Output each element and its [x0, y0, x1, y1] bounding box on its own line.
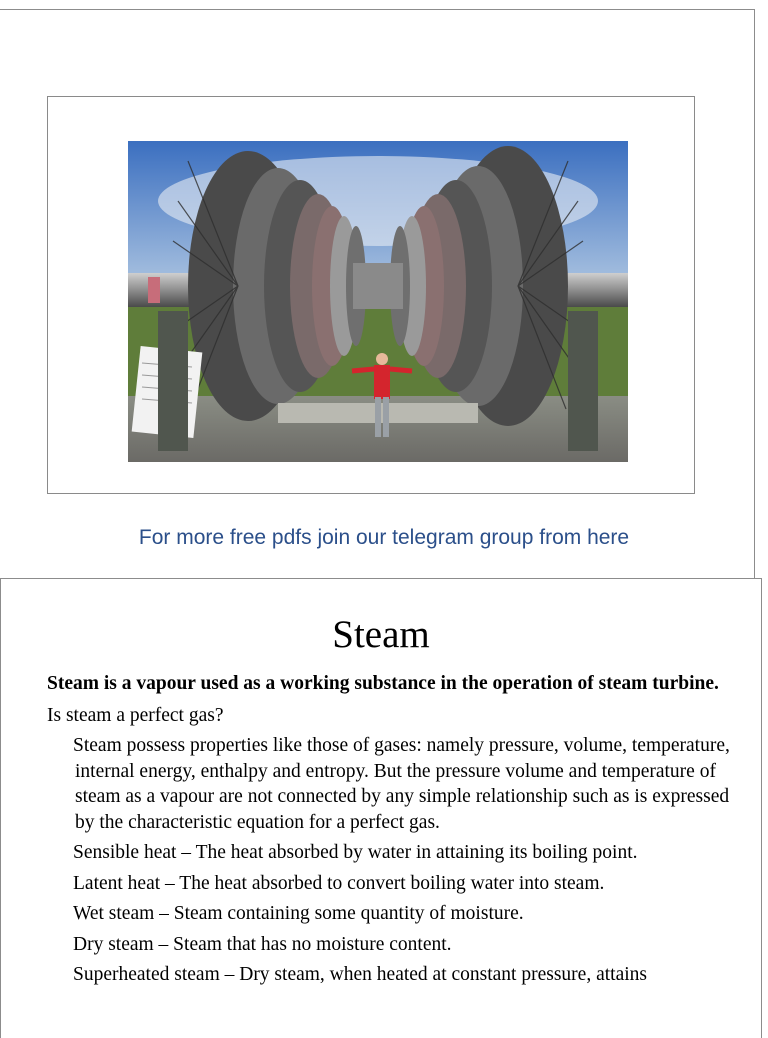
turbine-photo — [128, 141, 628, 462]
telegram-link[interactable]: For more free pdfs join our telegram group from here — [138, 526, 630, 549]
slide-1 — [0, 9, 755, 581]
photo-frame — [47, 96, 695, 494]
explanation-paragraph: Steam possess properties like those of gases: namely pressure, volume, temperature, internal energy, enthalpy and entropy. But the pressure volume and temperature of steam as a vapour are not connected by any simple relationship such as is expressed by the characteristic equation for a perfect gas. — [73, 735, 730, 833]
slide-2 — [0, 578, 762, 1038]
definition-superheated-steam: Superheated steam – Dry steam, when heated at constant pressure, attains — [73, 964, 647, 985]
definition-dry-steam: Dry steam – Steam that has no moisture content. — [73, 933, 452, 955]
slide-title: Steam — [332, 613, 430, 656]
turbine-image — [128, 141, 628, 462]
lead-statement: Steam is a vapour used as a working substance in the operation of steam turbine. — [47, 673, 719, 694]
question-heading: Is steam a perfect gas? — [47, 704, 224, 726]
definition-sensible-heat: Sensible heat – The heat absorbed by water in attaining its boiling point. — [73, 842, 638, 863]
slide-content — [47, 671, 737, 988]
definition-latent-heat: Latent heat – The heat absorbed to convert boiling water into steam. — [73, 872, 605, 894]
definition-wet-steam: Wet steam – Steam containing some quantity of moisture. — [73, 903, 524, 924]
